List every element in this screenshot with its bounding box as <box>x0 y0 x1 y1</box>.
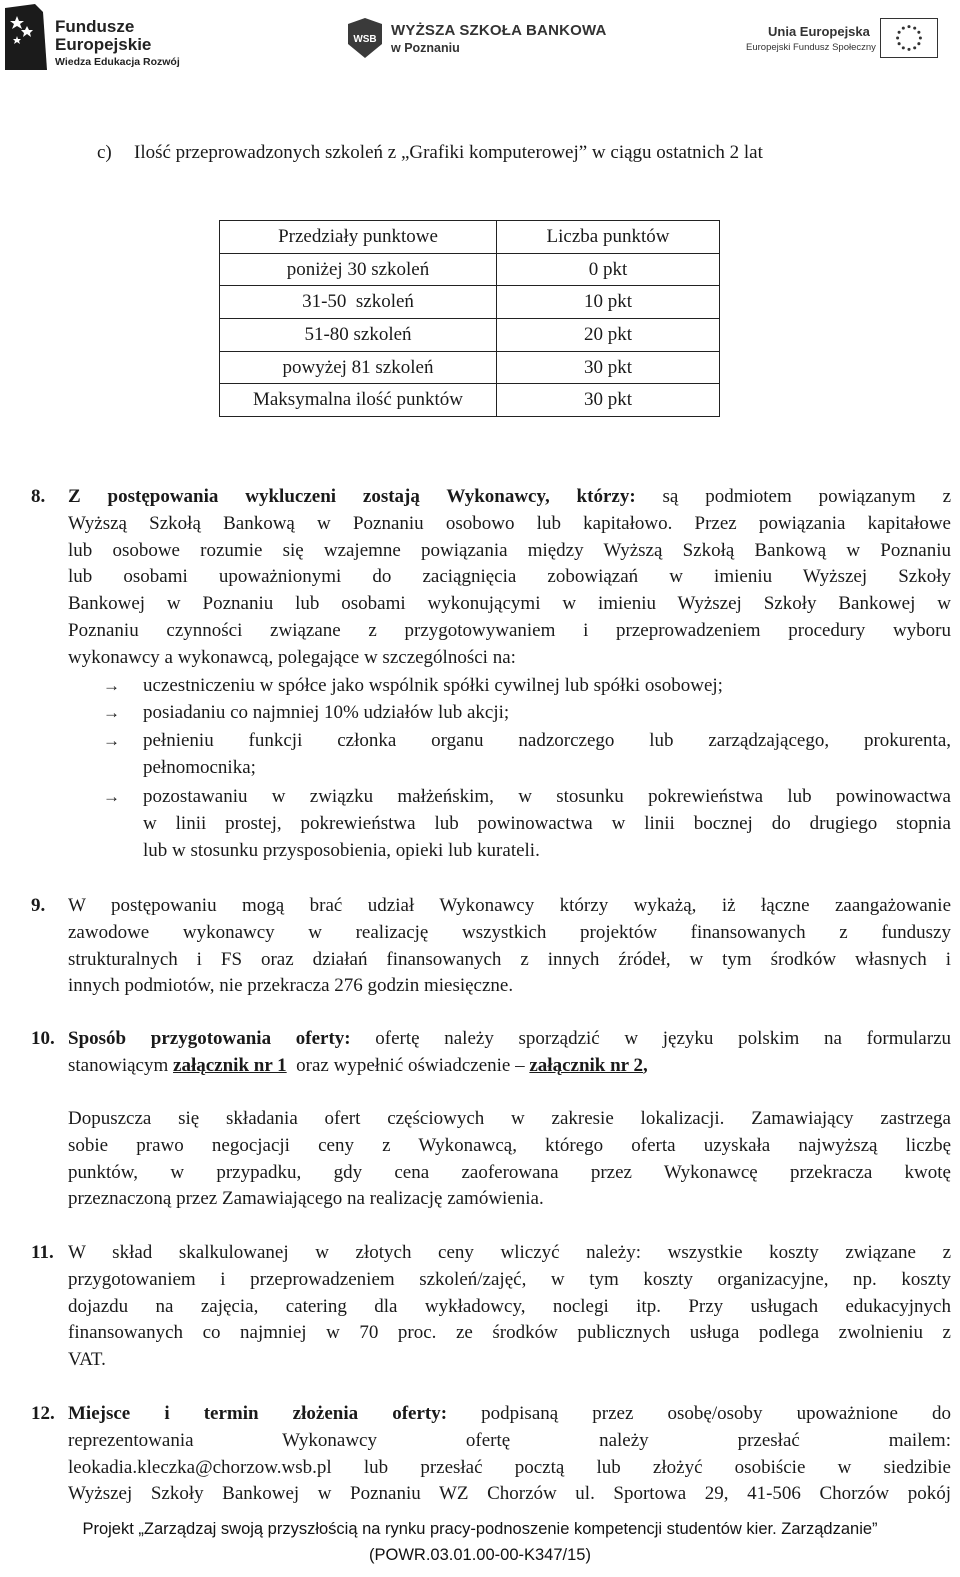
section-12-line: Wyższej Szkoły Bankowej w Poznaniu WZ Chorzów ul. Sportowa 29, 41-506 Chorzów pokój <box>68 1483 951 1505</box>
section-11-line: przygotowaniem i przeprowadzeniem szkoleń/zajęć, w tym koszty organizacyjne, np. koszty <box>68 1268 951 1290</box>
table-cell: 30 pkt <box>497 384 720 417</box>
wsb-logo <box>348 18 618 58</box>
section-10-lead: Sposób przygotowania oferty: <box>68 1028 351 1049</box>
unia-europejska-logo <box>746 18 946 60</box>
footer-project-title: Projekt „Zarządzaj swoją przyszłością na rynku pracy-podnoszenie kompetencji studentów kier. Zarządzanie” <box>82 1520 878 1538</box>
fe-logo-line1: Fundusze <box>55 17 135 36</box>
table-row <box>220 253 720 286</box>
eu-logo-line1: Unia Europejska <box>768 24 870 39</box>
section-10-comma: , <box>643 1054 648 1076</box>
section-9-line: zawodowe wykonawcy w realizację wszystkich projektów finansowanych z funduszy <box>68 921 951 943</box>
section-11-line: dojazdu na zajęcia, catering dla wykładowcy, noclegi itp. Przy usługach edukacyjnych <box>68 1295 951 1317</box>
arrow-bullet-icon: → <box>103 787 120 806</box>
bullet-item <box>143 673 951 700</box>
bullet-line: uczestniczeniu w spółce jako wspólnik spółki cywilnej lub spółki osobowej; <box>143 675 723 696</box>
section-10-para2-line: Dopuszcza się składania ofert częściowych w zakresie lokalizacji. Zamawiający zastrzega <box>68 1108 951 1129</box>
section-12-line <box>68 1401 951 1428</box>
section-10-line <box>68 1026 951 1053</box>
section-8-lead: Z postępowania wykluczeni zostają Wykonawcy, którzy: <box>68 486 636 507</box>
eu-flag-icon <box>880 18 938 58</box>
section-12-number: 12. <box>31 1403 55 1424</box>
section-9-body <box>68 893 951 1000</box>
table-cell: 0 pkt <box>497 253 720 286</box>
arrow-bullet-icon: → <box>103 676 120 695</box>
section-10-line <box>68 1053 951 1080</box>
section-10-text: oraz wypełnić oświadczenie – <box>296 1054 525 1076</box>
section-c-label: c) <box>97 142 112 163</box>
section-c-title: Ilość przeprowadzonych szkoleń z „Grafiki komputerowej” w ciągu ostatnich 2 lat <box>134 142 763 163</box>
table-cell: 51-80 szkoleń <box>220 319 497 352</box>
section-10-body <box>68 1026 951 1080</box>
section-8-number: 8. <box>31 486 46 507</box>
table-row <box>220 384 720 417</box>
section-8-line <box>68 484 951 511</box>
page-header <box>0 0 960 80</box>
table-cell: 30 pkt <box>497 351 720 384</box>
section-12-lead: Miejsce i termin złożenia oferty: <box>68 1403 448 1424</box>
bullet-line: pozostawaniu w związku małżeńskim, w stosunku pokrewieństwa lub powinowactwa <box>143 786 951 807</box>
bullet-item <box>143 700 951 727</box>
section-10-line-text: ofertę należy sporządzić w języku polskim na formularzu <box>375 1028 951 1049</box>
section-11-line: VAT. <box>68 1349 106 1371</box>
wsb-mark-text: WSB <box>353 34 377 45</box>
section-9-line: strukturalnych i FS oraz działań finansowanych z innych źródeł, w tym środków własnych i <box>68 948 951 970</box>
section-11-line: W skład skalkulowanej w złotych ceny wliczyć należy: wszystkie koszty związane z <box>68 1242 951 1263</box>
section-8-line-text: są podmiotem powiązanym z <box>662 486 951 507</box>
table-cell: poniżej 30 szkoleń <box>220 253 497 286</box>
table-cell: 31-50 szkoleń <box>220 286 497 319</box>
section-8-line: Bankowej w Poznaniu lub osobami wykonującymi w imieniu Wyższej Szkoły Bankowej w <box>68 593 951 615</box>
section-8-line: lub osobowe rozumie się wzajemne powiązania między Wyższą Szkołą Bankową w Poznaniu <box>68 539 951 561</box>
table-header-row <box>220 221 720 254</box>
table-header-cell: Przedziały punktowe <box>220 221 497 254</box>
table-row <box>220 351 720 384</box>
section-10-number: 10. <box>31 1028 55 1049</box>
fe-flag-icon <box>5 4 47 70</box>
section-9-number: 9. <box>31 895 46 916</box>
section-10-para2-line: przeznaczoną przez Zamawiającego na realizację zamówienia. <box>68 1188 544 1210</box>
section-8-body <box>68 484 951 672</box>
table-cell: Maksymalna ilość punktów <box>220 384 497 417</box>
section-8-line: Poznaniu czynności związane z przygotowywaniem i przeprowadzeniem procedury wyboru <box>68 619 951 641</box>
section-8-line: wykonawcy a wykonawcą, polegające w szczególności na: <box>68 646 516 668</box>
table-row <box>220 319 720 352</box>
bullet-line: pełnieniu funkcji członka organu nadzorczego lub zarządzającego, prokurenta, <box>143 730 951 751</box>
section-8-line: lub osobami upoważnionymi do zaciągnięcia zobowiązań w imieniu Wyższej Szkoły <box>68 566 951 588</box>
section-9-line: W postępowaniu mogą brać udział Wykonawcy którzy wykażą, iż łączne zaangażowanie <box>68 895 951 916</box>
section-10-para2-line: sobie prawo negocjacji ceny z Wykonawcą, którego oferta uzyskała najwyższą liczbę <box>68 1134 951 1156</box>
section-12-body <box>68 1401 951 1508</box>
section-11-body <box>68 1240 951 1374</box>
table-cell: powyżej 81 szkoleń <box>220 351 497 384</box>
section-12-line-text: podpisaną przez osobę/osoby upoważnione do <box>481 1403 952 1424</box>
section-10-text: stanowiącym <box>68 1054 169 1076</box>
section-11-number: 11. <box>31 1242 54 1263</box>
arrow-bullet-icon: → <box>103 703 120 722</box>
section-10-para2-line: punktów, w przypadku, gdy cena zaoferowana przez Wykonawcę przekracza kwotę <box>68 1161 951 1183</box>
section-10-para2 <box>68 1106 951 1213</box>
section-12-line: leokadia.kleczka@chorzow.wsb.pl lub przesłać pocztą lub złożyć osobiście w siedzibie <box>68 1456 951 1478</box>
bullet-line: lub w stosunku przysposobienia, opieki lub kurateli. <box>143 839 540 861</box>
fe-logo-line3: Wiedza Edukacja Rozwój <box>55 56 180 68</box>
table-row <box>220 286 720 319</box>
bullet-item <box>143 784 951 864</box>
section-9-line: innych podmiotów, nie przekracza 276 godzin miesięczne. <box>68 975 514 997</box>
attachment-1-link: załącznik nr 1 <box>173 1054 287 1076</box>
bullet-line: w linii prostej, pokrewieństwa lub powinowactwa w linii bocznej do drugiego stopnia <box>143 812 951 834</box>
wsb-logo-line2: w Poznaniu <box>391 41 460 55</box>
table-cell: 10 pkt <box>497 286 720 319</box>
footer-project-code: (POWR.03.01.00-00-K347/15) <box>369 1546 591 1564</box>
wsb-shield-icon <box>348 18 382 58</box>
section-12-line: reprezentowania Wykonawcy ofertę należy przesłać mailem: <box>68 1429 951 1451</box>
fe-logo-line2: Europejskie <box>55 35 152 54</box>
wsb-logo-line1: WYŻSZA SZKOŁA BANKOWA <box>391 22 607 39</box>
attachment-2-link: załącznik nr 2 <box>529 1054 644 1076</box>
table-cell: 20 pkt <box>497 319 720 352</box>
bullet-line: pełnomocnika; <box>143 756 256 778</box>
table-header-cell: Liczba punktów <box>497 221 720 254</box>
eu-logo-line2: Europejski Fundusz Społeczny <box>746 42 876 53</box>
points-table <box>219 220 720 417</box>
bullet-line: posiadaniu co najmniej 10% udziałów lub akcji; <box>143 702 510 723</box>
section-11-line: finansowanych co najmniej w 70 proc. ze środków publicznych usługa podlega zwolnieniu z <box>68 1322 951 1344</box>
arrow-bullet-icon: → <box>103 731 120 750</box>
section-8-line: Wyższą Szkołą Bankową w Poznaniu osobowo lub kapitałowo. Przez powiązania kapitałowe <box>68 512 951 534</box>
fundusze-europejskie-logo <box>5 4 195 70</box>
bullet-item <box>143 728 951 782</box>
